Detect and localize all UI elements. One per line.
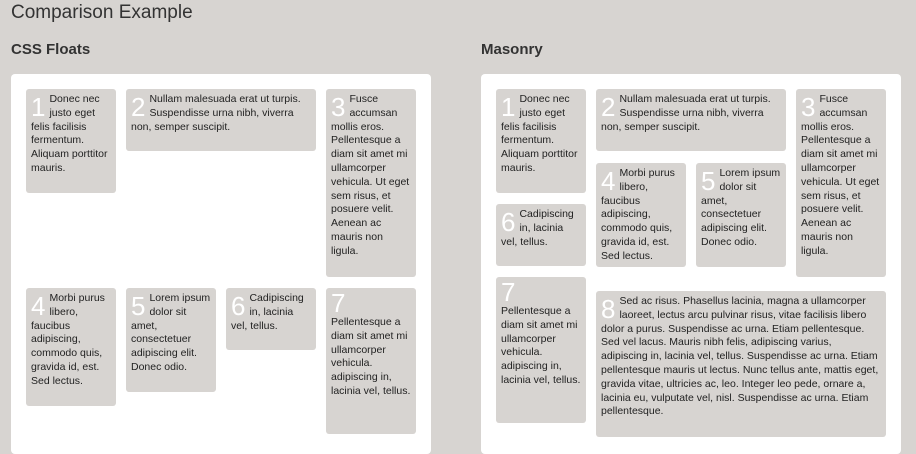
masonry-item-5	[696, 163, 786, 267]
floats-item-6	[226, 288, 316, 350]
item-text: Nullam malesuada erat ut turpis. Suspendisse urna nibh, viverra non, semper suscipit.	[601, 93, 771, 133]
masonry-panel	[481, 74, 901, 454]
item-text: Donec nec justo eget felis facilisis fermentum. Aliquam porttitor mauris.	[501, 93, 578, 174]
item-text: Cadipiscing in, lacinia vel, tellus.	[501, 208, 574, 248]
item-number: 1	[501, 92, 516, 122]
floats-item-2	[126, 89, 316, 151]
item-text: Donec nec justo eget felis facilisis fermentum. Aliquam porttitor mauris.	[31, 93, 108, 174]
item-number: 8	[601, 294, 616, 324]
item-text: Lorem ipsum dolor sit amet, consectetuer adipiscing elit. Donec odio.	[701, 167, 781, 248]
item-number: 1	[31, 92, 46, 122]
item-text: Nullam malesuada erat ut turpis. Suspendisse urna nibh, viverra non, semper suscipit.	[131, 93, 301, 133]
floats-item-3	[326, 89, 416, 277]
floats-item-4	[26, 288, 116, 406]
masonry-item-2	[596, 89, 786, 151]
item-text: Morbi purus libero, faucibus adipiscing, commodo quis, gravida id, est. Sed lectus.	[601, 167, 675, 262]
item-text: Morbi purus libero, faucibus adipiscing, commodo quis, gravida id, est. Sed lectus.	[31, 292, 105, 387]
item-number: 3	[801, 92, 816, 122]
item-number: 6	[501, 207, 516, 237]
masonry-item-7	[496, 277, 586, 423]
masonry-section-title: Masonry	[481, 41, 543, 58]
item-text: Fusce accumsan mollis eros. Pellentesque a diam sit amet mi ullamcorper vehicula. Ut eget sem risus, et posuere velit. Aenean ac mauris non ligula.	[801, 93, 880, 257]
floats-item-7	[326, 288, 416, 434]
floats-item-5	[126, 288, 216, 392]
masonry-item-1	[496, 89, 586, 193]
item-text: Pellentesque a diam sit amet mi ullamcorper vehicula. adipiscing in, lacinia vel, tellus.	[501, 305, 581, 386]
item-text: Sed ac risus. Phasellus lacinia, magna a ullamcorper laoreet, lectus arcu pulvinar risus, vitae facilisis libero dolor a purus. Suspendisse ac urna. Etiam pellentesque. Sed vel lacus. Mauris nibh felis, adipiscing varius, adipiscing in, lacinia vel, tellus. Suspendisse ac urna. Etiam pellentesque mauris ut lectus. Nunc tellus ante, mattis eget, gravida vitae, ultricies ac, leo. Integer leo pede, ornare a, lacinia eu, vulputate vel, nisl. Suspendisse ac urna. Etiam pellentesque.	[601, 295, 879, 418]
page-title: Comparison Example	[11, 2, 193, 23]
item-text: Lorem ipsum dolor sit amet, consectetuer adipiscing elit. Donec odio.	[131, 292, 211, 373]
floats-item-1	[26, 89, 116, 193]
item-text: Pellentesque a diam sit amet mi ullamcorper vehicula. adipiscing in, lacinia vel, tellus.	[331, 316, 411, 397]
item-text: Fusce accumsan mollis eros. Pellentesque a diam sit amet mi ullamcorper vehicula. Ut eget sem risus, et posuere velit. Aenean ac mauris non ligula.	[331, 93, 410, 257]
item-number: 7	[331, 288, 346, 318]
item-number: 4	[601, 166, 616, 196]
item-text: Cadipiscing in, lacinia vel, tellus.	[231, 292, 304, 332]
item-number: 4	[31, 291, 46, 321]
item-number: 6	[231, 291, 246, 321]
masonry-item-8	[596, 291, 886, 437]
masonry-item-3	[796, 89, 886, 277]
item-number: 5	[701, 166, 716, 196]
item-number: 5	[131, 291, 146, 321]
item-number: 2	[601, 92, 616, 122]
floats-panel	[11, 74, 431, 454]
item-number: 7	[501, 277, 516, 307]
masonry-item-4	[596, 163, 686, 267]
floats-section-title: CSS Floats	[11, 41, 91, 58]
masonry-item-6	[496, 204, 586, 266]
item-number: 2	[131, 92, 146, 122]
item-number: 3	[331, 92, 346, 122]
